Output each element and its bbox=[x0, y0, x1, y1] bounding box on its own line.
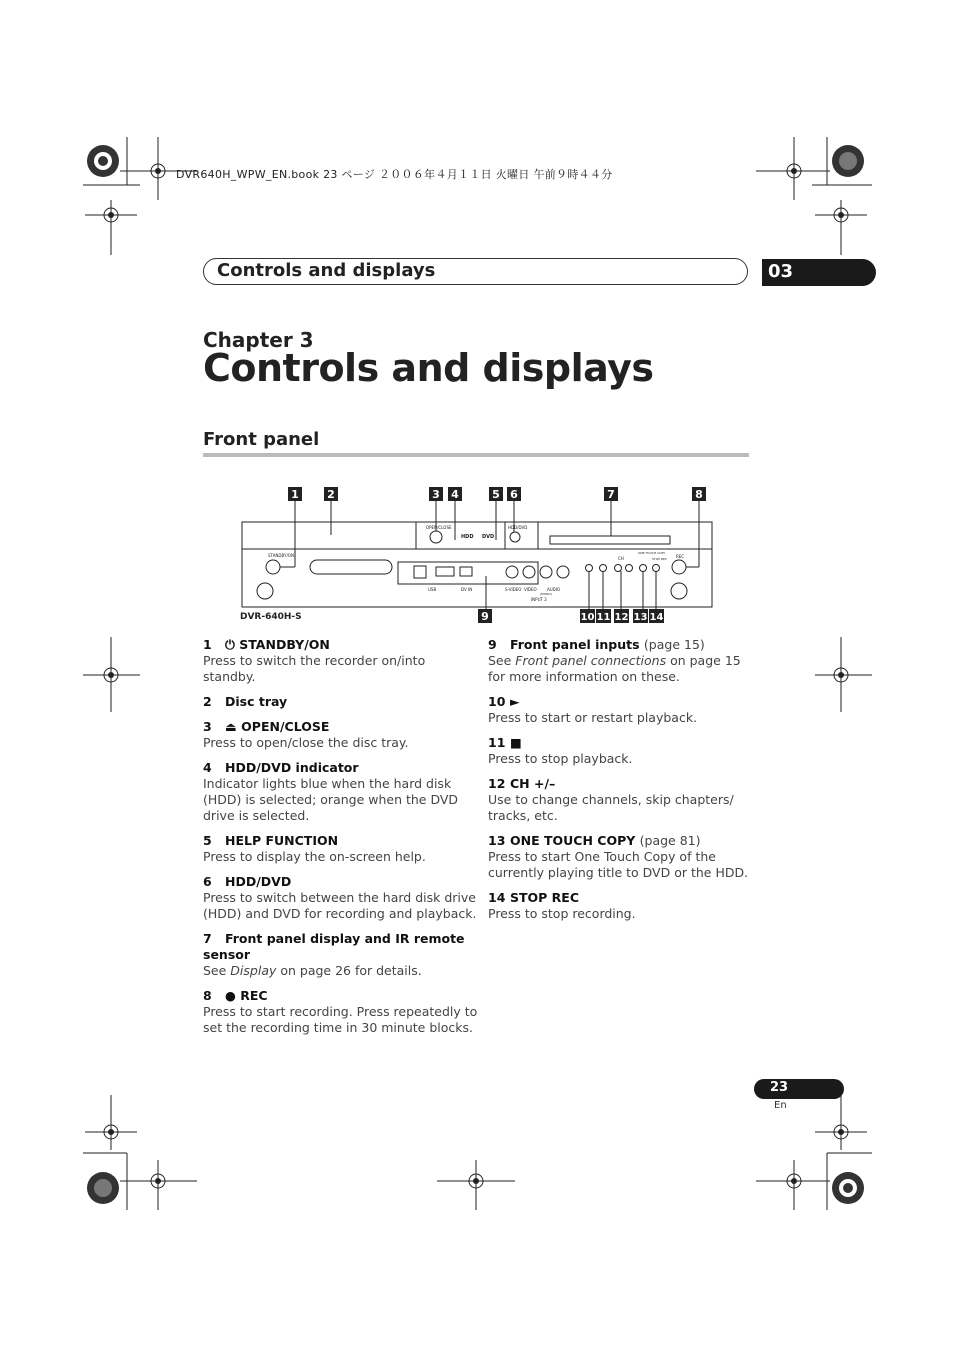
item-number: 10 bbox=[488, 694, 506, 709]
items-left-column bbox=[203, 637, 478, 1045]
power-icon: ⏻ bbox=[225, 637, 240, 652]
callout-2: 2 bbox=[327, 488, 335, 501]
item-desc: Press to display the on-screen help. bbox=[203, 849, 426, 864]
item-number: 8 bbox=[203, 988, 212, 1003]
item-desc: Press to open/close the disc tray. bbox=[203, 735, 409, 750]
item-7 bbox=[203, 931, 478, 979]
item-1 bbox=[203, 637, 478, 685]
panel-dv-in-label: DV IN bbox=[461, 587, 473, 592]
callout-12: 12 bbox=[614, 612, 629, 623]
item-desc: Press to start One Touch Copy of the currently playing title to DVD or the HDD. bbox=[488, 849, 749, 880]
item-title: OPEN/CLOSE bbox=[241, 719, 330, 734]
callout-13: 13 bbox=[633, 612, 648, 623]
item-12 bbox=[488, 776, 753, 824]
page-ref: (page 81) bbox=[639, 833, 701, 848]
callout-9: 9 bbox=[481, 610, 489, 623]
chapter-title: Controls and displays bbox=[203, 346, 654, 390]
chapter-label: Chapter 3 bbox=[203, 328, 314, 352]
item-number: 5 bbox=[203, 833, 212, 848]
panel-open-close-label: OPEN/CLOSE bbox=[426, 525, 452, 530]
item-title: HELP FUNCTION bbox=[225, 833, 339, 848]
item-number: 4 bbox=[203, 760, 212, 775]
item-number: 12 bbox=[488, 776, 506, 791]
item-number: 6 bbox=[203, 874, 212, 889]
item-number: 9 bbox=[488, 637, 497, 652]
item-number: 13 bbox=[488, 833, 506, 848]
item-title: Front panel display and IR remote sensor bbox=[203, 931, 465, 962]
stop-icon: ■ bbox=[510, 735, 522, 750]
callout-11: 11 bbox=[596, 612, 611, 623]
item-10 bbox=[488, 694, 753, 726]
page-language: En bbox=[774, 1100, 787, 1111]
item-desc: Press to start or restart playback. bbox=[488, 710, 698, 725]
item-desc: Press to switch the recorder on/into standby. bbox=[203, 653, 426, 684]
page-number-tab: 23 bbox=[754, 1079, 844, 1099]
page-ref: (page 15) bbox=[643, 637, 705, 652]
callouts-bottom bbox=[478, 609, 664, 623]
item-desc: Press to start recording. Press repeatedly to set the recording time in 30 minute blocks. bbox=[203, 1004, 478, 1035]
panel-hdd-label: HDD bbox=[461, 534, 474, 540]
item-title: HDD/DVD indicator bbox=[225, 760, 359, 775]
item-title: ONE TOUCH COPY bbox=[510, 833, 636, 848]
callout-5: 5 bbox=[492, 488, 500, 501]
callout-4: 4 bbox=[451, 488, 459, 501]
item-2 bbox=[203, 694, 478, 710]
item-number: 1 bbox=[203, 637, 212, 652]
panel-mono-label: (MONO) bbox=[540, 592, 552, 596]
print-line: DVR640H_WPW_EN.book 23 ページ ２００６年４月１１日 火曜日 午前９時４４分 bbox=[176, 168, 613, 181]
panel-s-video-label: S-VIDEO bbox=[505, 587, 522, 592]
items-right-column bbox=[488, 637, 753, 931]
section-rule bbox=[203, 453, 749, 457]
panel-video-label: VIDEO bbox=[524, 587, 537, 592]
item-number: 14 bbox=[488, 890, 506, 905]
item-14 bbox=[488, 890, 753, 922]
item-number: 2 bbox=[203, 694, 212, 709]
play-icon: ► bbox=[510, 694, 520, 709]
item-desc: Press to stop playback. bbox=[488, 751, 633, 766]
panel-usb-label: USB bbox=[428, 587, 437, 592]
item-desc: See Front panel connections on page 15 for more information on these. bbox=[488, 653, 741, 684]
panel-standby-label: STANDBY/ON bbox=[268, 553, 294, 558]
front-panel-diagram bbox=[230, 480, 750, 630]
panel-audio-label: AUDIO bbox=[547, 587, 561, 592]
item-desc: Press to switch between the hard disk drive (HDD) and DVD for recording and playback. bbox=[203, 890, 477, 921]
item-number: 7 bbox=[203, 931, 212, 946]
record-icon: ● bbox=[225, 988, 241, 1003]
item-8 bbox=[203, 988, 478, 1036]
panel-hdd-dvd-label: HDD/DVD bbox=[508, 525, 528, 530]
callout-10: 10 bbox=[580, 612, 595, 623]
panel-dvd-label: DVD bbox=[482, 534, 495, 540]
callout-7: 7 bbox=[607, 488, 615, 501]
callout-1: 1 bbox=[291, 488, 299, 501]
callout-6: 6 bbox=[510, 488, 518, 501]
item-number: 3 bbox=[203, 719, 212, 734]
panel-input2-label: INPUT 2 bbox=[531, 597, 547, 602]
item-title: STOP REC bbox=[510, 890, 580, 905]
item-title: Front panel inputs bbox=[510, 637, 640, 652]
item-desc: See Display on page 26 for details. bbox=[203, 963, 422, 978]
item-title: REC bbox=[240, 988, 268, 1003]
chapter-number-tab: 03 bbox=[762, 259, 876, 286]
item-3 bbox=[203, 719, 478, 751]
item-desc: Indicator lights blue when the hard disk (HDD) is selected; orange when the DVD drive is selected. bbox=[203, 776, 459, 823]
item-9 bbox=[488, 637, 753, 685]
header-title: Controls and displays bbox=[217, 260, 436, 281]
item-13 bbox=[488, 833, 753, 881]
callout-14: 14 bbox=[649, 612, 664, 623]
section-title: Front panel bbox=[203, 429, 320, 450]
item-title: HDD/DVD bbox=[225, 874, 292, 889]
item-title: Disc tray bbox=[225, 694, 288, 709]
eject-icon: ⏏ bbox=[225, 719, 242, 734]
callouts-top bbox=[288, 487, 706, 501]
panel-rec-label: REC bbox=[676, 554, 685, 559]
model-label: DVR-640H-S bbox=[240, 612, 302, 622]
item-5 bbox=[203, 833, 478, 865]
callout-8: 8 bbox=[695, 488, 703, 501]
callout-3: 3 bbox=[432, 488, 440, 501]
item-title: CH +/– bbox=[510, 776, 556, 791]
item-11 bbox=[488, 735, 753, 767]
panel-stop-rec-label: STOP REC bbox=[652, 557, 667, 561]
item-4 bbox=[203, 760, 478, 824]
item-title: STANDBY/ON bbox=[239, 637, 330, 652]
panel-ch-label: CH bbox=[618, 556, 624, 561]
item-desc: Press to stop recording. bbox=[488, 906, 636, 921]
panel-one-touch-copy-label: ONE TOUCH COPY bbox=[638, 551, 666, 555]
item-desc: Use to change channels, skip chapters/ tracks, etc. bbox=[488, 792, 734, 823]
item-number: 11 bbox=[488, 735, 506, 750]
item-6 bbox=[203, 874, 478, 922]
